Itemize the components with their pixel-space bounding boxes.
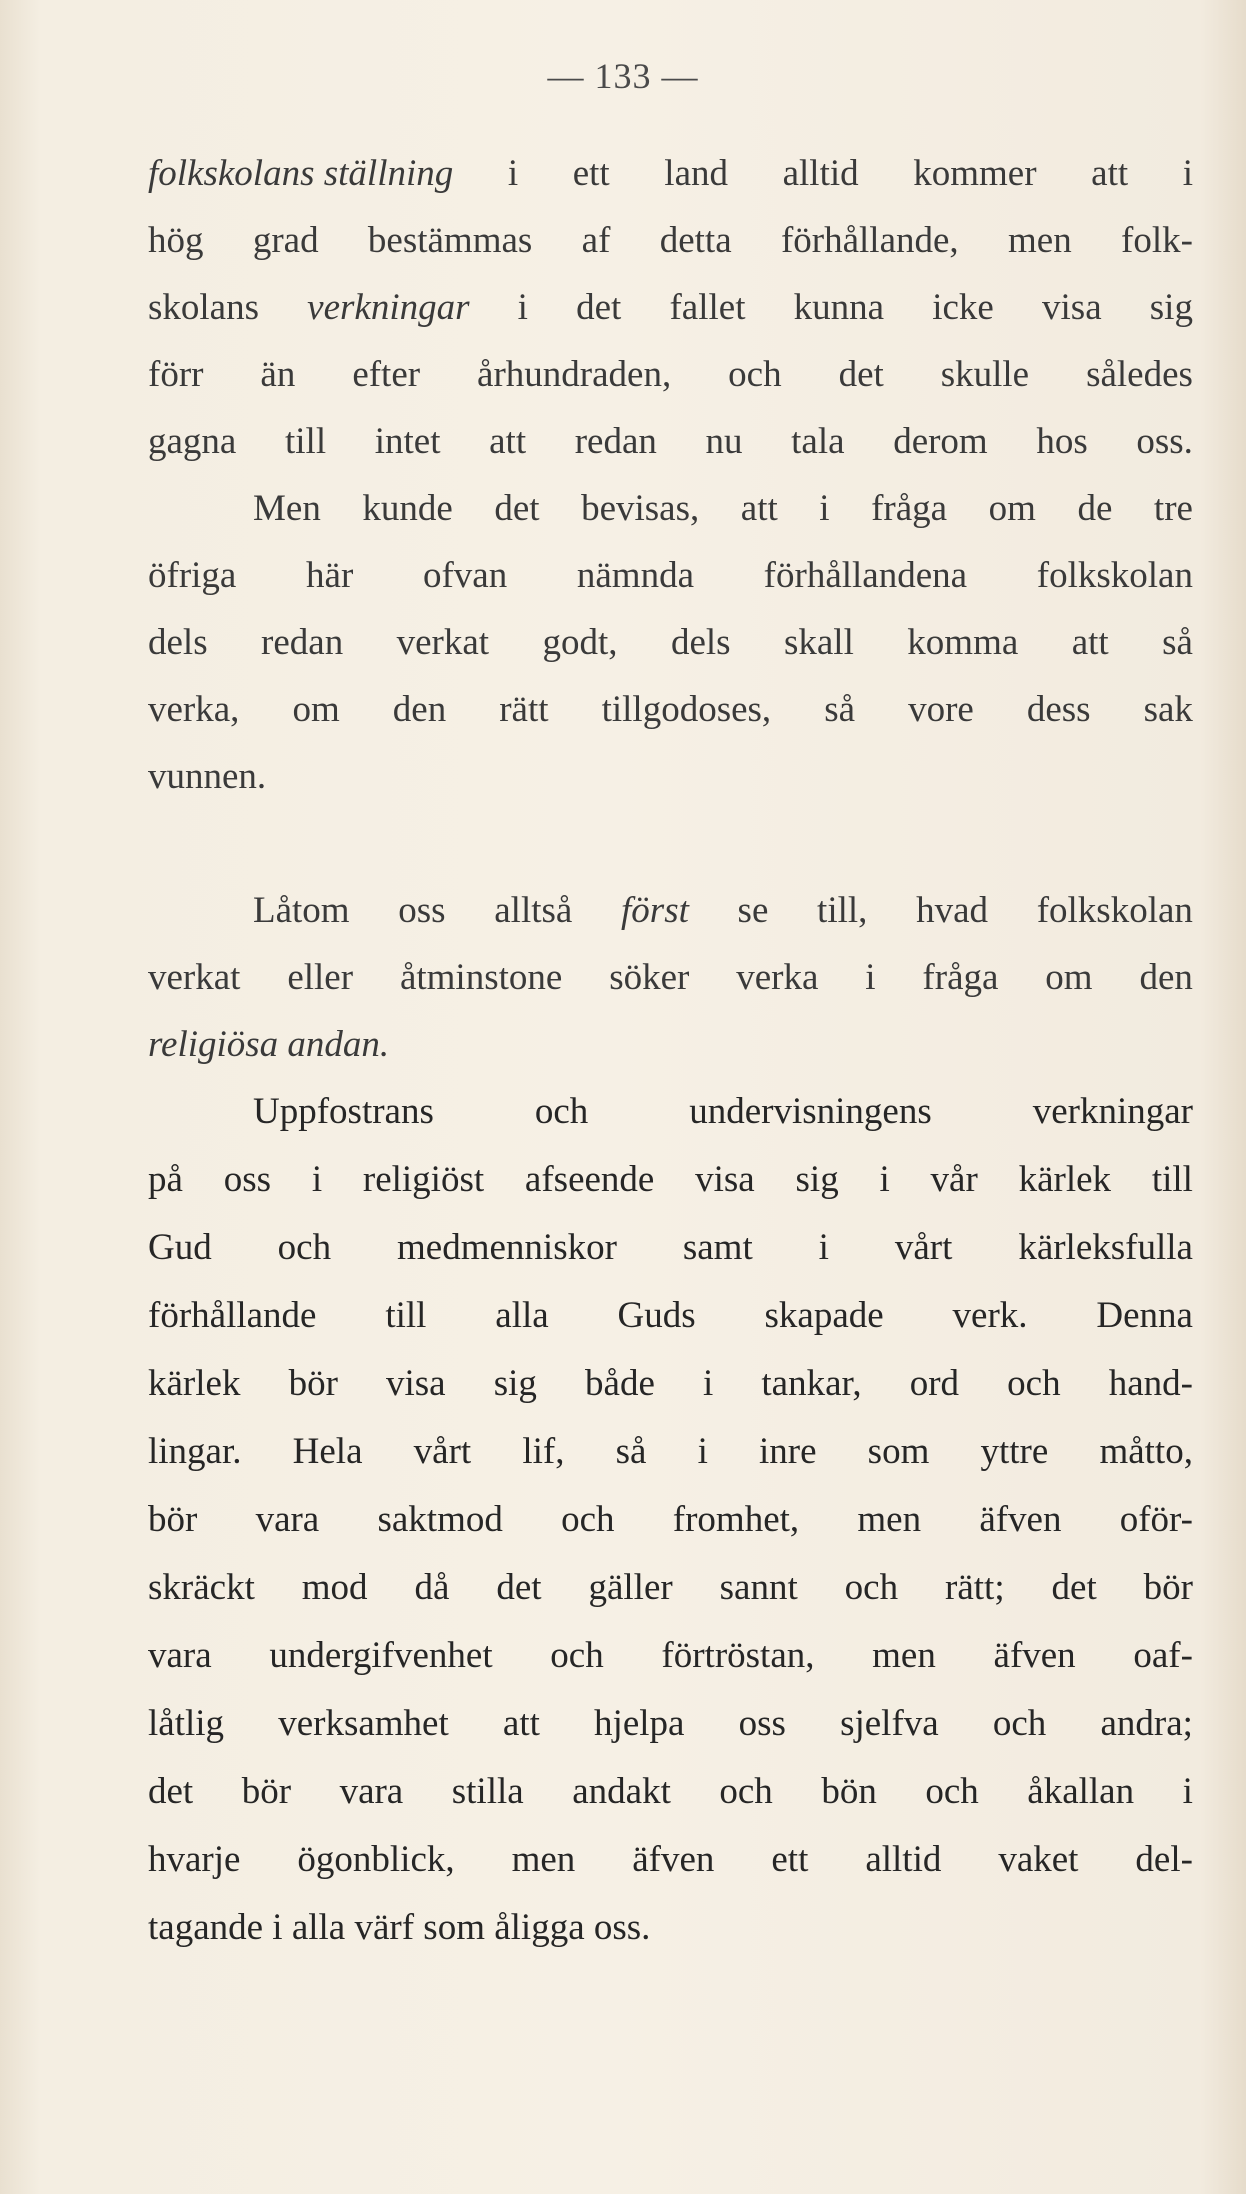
word: redan [261, 622, 344, 663]
word: det [148, 1771, 194, 1812]
word: del- [1135, 1839, 1193, 1880]
word: fallet [669, 287, 746, 328]
word: alltid [865, 1839, 942, 1880]
word: i [865, 957, 876, 998]
text-line [148, 557, 1193, 594]
word: derom [893, 421, 988, 462]
text-line [148, 222, 1193, 259]
word: till [1151, 1159, 1193, 1200]
word: de [1077, 488, 1113, 529]
word: Låtom [253, 890, 350, 931]
word: att [502, 1703, 540, 1744]
word: samt [682, 1227, 753, 1268]
word: förhållande [148, 1295, 317, 1336]
word: kärlek [148, 1363, 241, 1404]
word: verka [736, 957, 819, 998]
word: åtminstone [399, 957, 563, 998]
word: undervisningens [689, 1091, 932, 1132]
word: bön [821, 1771, 877, 1812]
word: äfven [979, 1499, 1062, 1540]
word: att [740, 488, 778, 529]
word: om [292, 689, 340, 730]
word: att [489, 421, 527, 462]
word: både [585, 1363, 655, 1404]
text-line [148, 1501, 1193, 1538]
word: af [581, 220, 611, 261]
word: bestämmas [367, 220, 533, 261]
word: i [507, 153, 519, 194]
word: Denna [1096, 1295, 1193, 1336]
word: tankar, [761, 1363, 862, 1404]
word: inre [759, 1431, 817, 1472]
word: efter [352, 354, 421, 395]
word: oss [223, 1159, 272, 1200]
word: hos [1036, 421, 1088, 462]
text-line [148, 1433, 1193, 1470]
word: andra; [1100, 1703, 1193, 1744]
word: intet [374, 421, 441, 462]
word: Uppfostrans [253, 1091, 434, 1132]
word: så [824, 689, 856, 730]
text-line [148, 892, 1193, 929]
word: alla [495, 1295, 549, 1336]
word: och [550, 1635, 604, 1676]
word: rätt; [945, 1567, 1005, 1608]
word: Guds [617, 1295, 696, 1336]
word: och [561, 1499, 615, 1540]
word: saktmod [377, 1499, 503, 1540]
text-line: religiösa andan. [148, 1024, 390, 1065]
word: ofvan [422, 555, 508, 596]
word: ett [572, 153, 610, 194]
word: i [311, 1159, 323, 1200]
word: vara [255, 1499, 320, 1540]
word: och [844, 1567, 899, 1608]
word: men [1008, 220, 1072, 261]
text-line [148, 1773, 1193, 1810]
text-line: tagande i alla värf som åligga oss. [148, 1907, 651, 1948]
word: äfven [993, 1635, 1076, 1676]
word: som [867, 1431, 930, 1472]
word: lingar. [148, 1431, 242, 1472]
word: men [872, 1635, 936, 1676]
word: då [414, 1567, 450, 1608]
word: i [1182, 1771, 1193, 1812]
word: i [1182, 153, 1193, 194]
word: i [697, 1431, 708, 1472]
word: vår [930, 1159, 978, 1200]
word: århundraden, [477, 354, 672, 395]
word: skulle [940, 354, 1030, 395]
word: i [819, 488, 830, 529]
word: redan [574, 421, 657, 462]
text-line [148, 423, 1193, 460]
word: till [385, 1295, 427, 1336]
word: folk- [1121, 220, 1193, 261]
text-line [148, 356, 1193, 393]
word: och [1007, 1363, 1061, 1404]
text-line [148, 1569, 1193, 1606]
word: vårt [413, 1431, 472, 1472]
word: dess [1026, 689, 1091, 730]
word: det [496, 1567, 542, 1608]
word: mod [301, 1567, 368, 1608]
word: yttre [980, 1431, 1049, 1472]
word: gagna [148, 421, 237, 462]
word: i [818, 1227, 829, 1268]
word: nämnda [576, 555, 694, 596]
word: bör [288, 1363, 338, 1404]
word: och [277, 1227, 332, 1268]
word: bör [148, 1499, 198, 1540]
word: det [494, 488, 540, 529]
word: till [284, 421, 327, 462]
word: sig [1149, 287, 1193, 328]
word: förhållande, [780, 220, 959, 261]
word: dels [148, 622, 208, 663]
word: förhållandena [763, 555, 968, 596]
word: åkallan [1027, 1771, 1135, 1812]
text-line [148, 1093, 1193, 1130]
word: verkningar [307, 287, 470, 328]
word: alltså [494, 890, 573, 931]
word: kunde [362, 488, 453, 529]
word: religiöst [362, 1159, 485, 1200]
word: oss [398, 890, 446, 931]
text-line [148, 959, 1193, 996]
word: än [260, 354, 296, 395]
text-line [148, 691, 1193, 728]
word: tala [791, 421, 845, 462]
word: komma [907, 622, 1019, 663]
word: eller [287, 957, 354, 998]
word: Gud [148, 1227, 212, 1268]
word: således [1086, 354, 1193, 395]
word: verkningar [1032, 1091, 1193, 1132]
word: tre [1153, 488, 1193, 529]
word: förtröstan, [661, 1635, 815, 1676]
word: andakt [572, 1771, 671, 1812]
word: folkskolan [1036, 890, 1193, 931]
word: fromhet, [672, 1499, 800, 1540]
word: oss [738, 1703, 786, 1744]
word: och [925, 1771, 979, 1812]
word: ett [771, 1839, 809, 1880]
word: kunna [793, 287, 885, 328]
word: sak [1143, 689, 1193, 730]
text-line [148, 1841, 1193, 1878]
word: söker [609, 957, 690, 998]
word: undergifvenhet [269, 1635, 493, 1676]
word: sig [493, 1363, 537, 1404]
word: det [1051, 1567, 1097, 1608]
word: och [728, 354, 782, 395]
word: förr [148, 354, 204, 395]
word: skolans [148, 287, 259, 328]
word: i [517, 287, 528, 328]
word: den [1139, 957, 1193, 998]
word: godt, [542, 622, 618, 663]
word: medmenniskor [397, 1227, 617, 1268]
word: skräckt [148, 1567, 255, 1608]
word: visa [695, 1159, 755, 1200]
word: så [615, 1431, 647, 1472]
text-line [148, 1229, 1193, 1266]
word: om [1045, 957, 1093, 998]
word: verka, [148, 689, 240, 730]
word: Men [253, 488, 321, 529]
word: äfven [632, 1839, 715, 1880]
word: icke [932, 287, 994, 328]
word: sig [795, 1159, 839, 1200]
text-line [148, 1365, 1193, 1402]
word: folkskolans ställning [148, 153, 454, 194]
word: verk. [952, 1295, 1028, 1336]
word: vara [148, 1635, 212, 1676]
word: skall [783, 622, 854, 663]
word: ögonblick, [297, 1839, 455, 1880]
word: se [737, 890, 769, 931]
word: hvad [916, 890, 989, 931]
word: bör [241, 1771, 292, 1812]
word: vårt [894, 1227, 953, 1268]
word: kärlek [1018, 1159, 1112, 1200]
word: oaf- [1133, 1635, 1193, 1676]
word: rätt [499, 689, 549, 730]
word: afseende [524, 1159, 655, 1200]
word: vara [339, 1771, 404, 1812]
word: men [857, 1499, 922, 1540]
word: först [621, 890, 689, 931]
word: vore [908, 689, 974, 730]
word: på [148, 1159, 183, 1200]
word: till, [817, 890, 868, 931]
word: hvarje [148, 1839, 241, 1880]
word: grad [252, 220, 319, 261]
word: låtlig [148, 1703, 225, 1744]
word: oss. [1136, 421, 1193, 462]
text-line [148, 1297, 1193, 1334]
word: vaket [998, 1839, 1079, 1880]
word: lif, [522, 1431, 565, 1472]
word: hjelpa [594, 1703, 685, 1744]
word: att [1071, 622, 1109, 663]
text-line [148, 624, 1193, 661]
word: fråga [871, 488, 948, 529]
word: visa [1042, 287, 1102, 328]
word: skapade [764, 1295, 884, 1336]
text-line [148, 1637, 1193, 1674]
word: fråga [922, 957, 999, 998]
word: verkat [396, 622, 490, 663]
word: visa [386, 1363, 446, 1404]
word: ord [909, 1363, 960, 1404]
word: och [992, 1703, 1047, 1744]
word: det [838, 354, 884, 395]
word: hög [148, 220, 204, 261]
text-line: vunnen. [148, 756, 267, 797]
page-number: — 133 — [547, 56, 699, 96]
word: och [719, 1771, 773, 1812]
word: i [702, 1363, 714, 1404]
text-line [148, 490, 1193, 527]
word: det [576, 287, 622, 328]
word: måtto, [1099, 1431, 1193, 1472]
word: oför- [1119, 1499, 1193, 1540]
word: bör [1143, 1567, 1193, 1608]
text-line [148, 1161, 1193, 1198]
word: i [879, 1159, 890, 1200]
word: den [392, 689, 447, 730]
word: alltid [782, 153, 859, 194]
word: stilla [451, 1771, 524, 1812]
word: kärleksfulla [1018, 1227, 1193, 1268]
word: och [534, 1091, 589, 1132]
word: kommer [913, 153, 1037, 194]
word: land [664, 153, 728, 194]
word: sannt [719, 1567, 798, 1608]
word: tillgodoses, [601, 689, 772, 730]
word: här [306, 555, 354, 596]
word: gäller [588, 1567, 673, 1608]
word: så [1162, 622, 1193, 663]
word: detta [659, 220, 732, 261]
word: sjelfva [840, 1703, 939, 1744]
word: nu [705, 421, 743, 462]
text-line [148, 155, 1193, 192]
word: dels [670, 622, 731, 663]
word: om [988, 488, 1036, 529]
word: folkskolan [1036, 555, 1193, 596]
word: bevisas, [581, 488, 700, 529]
word: men [511, 1839, 576, 1880]
word: Hela [292, 1431, 363, 1472]
text-line [148, 289, 1193, 326]
word: hand- [1108, 1363, 1193, 1404]
word: öfriga [148, 555, 237, 596]
word: att [1091, 153, 1129, 194]
text-line [148, 1705, 1193, 1742]
word: verkat [148, 957, 241, 998]
word: verksamhet [278, 1703, 449, 1744]
